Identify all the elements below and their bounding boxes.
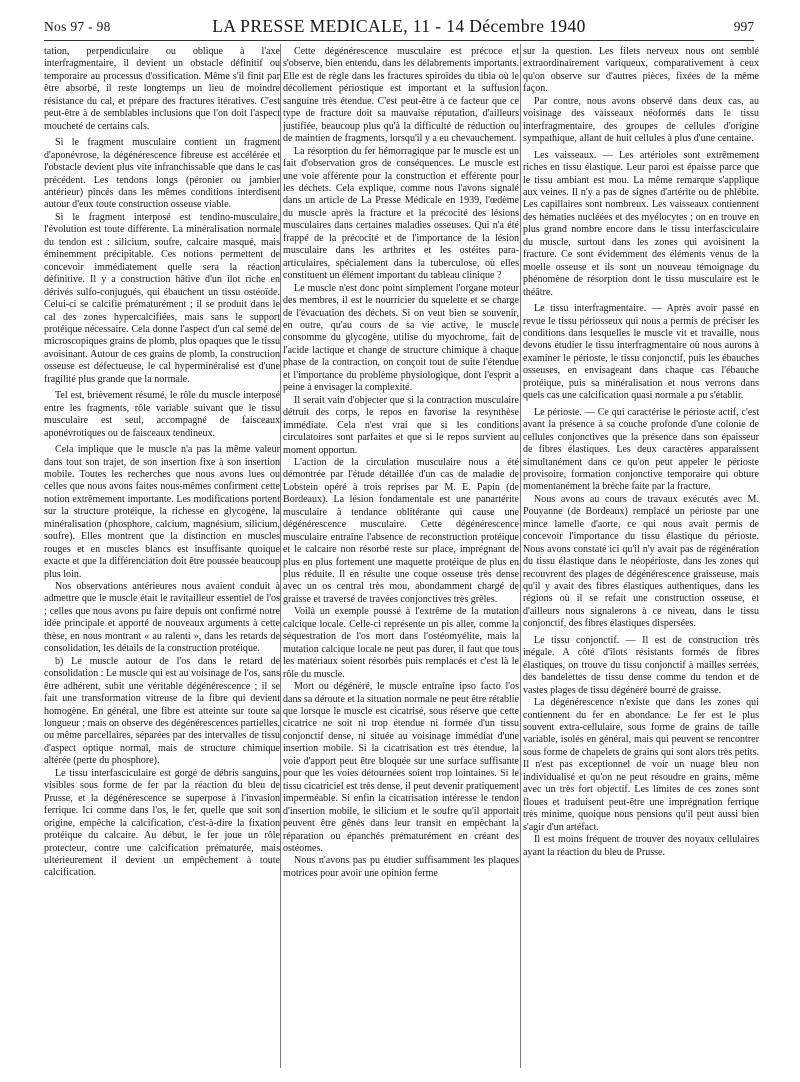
journal-title: LA PRESSE MEDICALE <box>212 16 404 36</box>
journal-title-date <box>44 16 754 37</box>
paragraph: Nous n'avons pas pu étudier suffisamment les plaques motrices pour avoir une opinion ferme <box>283 855 519 879</box>
paragraph: Par contre, nous avons observé dans deux cas, au voisinage des vaisseaux néoformés dans le tissu interfragmentaire, des groupes de cellules d'origine sympathique, allant de huit cellules à plus d'une centaine. <box>523 95 759 145</box>
paragraph: Le muscle n'est donc point simplement l'organe moteur des membres, il est le nourricier du squelette et se charge de l'évacuation des déchets. Si on veut bien se souvenir, en outre, qu'au cours de sa vie active, le muscle consomme du glycogène, utilise du myochrome, fait de l'acide lactique et change de structure chimique à chaque phase de la contraction, on conçoit tout de suite l'étendue et l'importance du problème physiologique, dont l'esprit a peine à envisager la complexité. <box>283 282 519 394</box>
paragraph: Si le fragment interposé est tendino-musculaire, l'évolution est toute différente. La minéralisation normale du tendon est : silicium, soufre, calcaire masqué, mais éminemment précipitable. Ces notions permettent de concevoir immédiatement quelle sera la réaction définitive. Il y a construction hâtive d'un ilot riche en dérivés sulfo-conjugués, qui ébauchent un tissu ostéoïde. Celui-ci se calcifie prématurément ; il se produit dans le cal des zones hypercalcifiées, mais sans le support protéique nécessaire. Cela donne l'aspect d'un cal semé de microscopiques grains de plomb, plus opaques que le tissu avoisinant. Autour de ces grains de plomb, la construction osseuse est défectueuse, le cal hyperminéralisé est d'une fragilité plus grande que la normale. <box>44 211 280 385</box>
paragraph: Si le fragment musculaire contient un fragment d'aponévrose, la dégénérescence fibreuse est accélérée et l'obstacle devient plus vite infranchissable que dans le cas précédent. Les tendons longs (péronier ou jambier antérieur) pincés dans les mêmes conditions interdisent autour d'eux toute construction osseuse viable. <box>44 137 280 211</box>
paragraph: La dégénérescence n'existe que dans les zones qui contiennent du fer en abondance. Le fer est le plus souvent extra-cellulaire, sous forme de grains de taille variable, isolés en général, mais qui peuvent se rencontrer sous forme de chapelets de grains qui sont alors très petits. Il n'est pas exceptionnel de voir un nuage bleu non individualisé et qu'on ne peut résoudre en grains, même avec un très fort objectif. Les limites de ces zones sont floues et traduisent peut-être une imprégnation ferrique très minime, quoique nous pensions qu'il peut aussi bien s'agir d'un artéfact. <box>523 697 759 833</box>
paragraph: Il est moins fréquent de trouver des noyaux cellulaires ayant la réaction du bleu de Prusse. <box>523 834 759 858</box>
column-divider <box>280 44 281 1068</box>
paragraph: L'action de la circulation musculaire nous a été démontrée par l'étude détaillée d'un cas de maladie de Lobstein opéré à trois reprises par M. E. Papin (de Bordeaux). La lésion fondamentale est une panartérite musculaire à tendance oblitérante qui cause une dégénérescence musculaire. Cette dégénérescence musculaire entraîne l'absence de reconstruction protéique et le calcaire non résorbé reste sur place, imprégnant de plus en plus fortement une maquette protéique de plus en plus réduite. Il en résulte une coque osseuse très dense avec un os central très mou, abondamment chargé de graisse et traversé de travées conjonctives très grêles. <box>283 456 519 605</box>
paragraph: b) Le muscle autour de l'os dans le retard de consolidation : Le muscle qui est au voisinage de l'os, sans être adhérent, subit une véritable dégénérescence ; il se fait une transformation vitreuse de la fibre qui devient homogène. En général, une fibre est atteinte sur toute sa longueur ; mais on observe des dégénérescences partielles, ou même parcellaires, séparées par des intervalles de tissu d'aspect optique normal, mais de structure chimique altérée (perte du phosphore). <box>44 655 280 767</box>
paragraph: Cette dégénérescence musculaire est précoce et s'observe, bien entendu, dans les délabrements importants. Elle est de règle dans les fractures spiroïdes du tibia où le décollement périostique est important et la suffusion sanguine très étendue. C'est peut-être à ce facteur que ce type de fracture doit sa mauvaise réputation, d'ailleurs justifiée, beaucoup plus qu'à la difficulté de réduction ou de maintien de fragments, lorsqu'il y a eu chevauchement. <box>283 46 519 145</box>
paragraph: Nos observations antérieures nous avaient conduit à admettre que le muscle était le ravitailleur essentiel de l'os ; celles que nous avons pu faire depuis ont confirmé notre idée principale et apporté de nouveaux arguments à cette thèse, en nous montrant « au ralenti », dans les retards de consolidation, les détails de la construction protéique. <box>44 581 280 655</box>
paragraph: sur la question. Les filets nerveux nous ont semblé extraordinairement variqueux, comparativement à ceux qu'on observe sur d'autres pièces, fixées de la même façon. <box>523 46 759 95</box>
paragraph: Le tissu conjonctif. — Il est de construction très inégale. A côté d'îlots résistants formés de fibres élastiques, on trouve du tissu conjonctif à mailles serrées, des bandelettes de tissu dense comme du tendon et de vastes plages de tissu dégénéré bourré de graisse. <box>523 634 759 696</box>
page-number: 997 <box>733 19 754 34</box>
text-column-1 <box>44 46 280 1068</box>
paragraph: Voilà un exemple poussé à l'extrême de la mutation calcique locale. Celle-ci représente un pis aller, comme la séquestration de l'os mort dans l'ostéomyélite, mais la mutation calcique locale ne peut pas durer, il faut que tous les matériaux soient résorbés puis remplacés et c'est là le rôle du muscle. <box>283 606 519 680</box>
paragraph: Mort ou dégénéré, le muscle entraîne ipso facto l'os dans sa déroute et la situation normale ne peut être rétablie que lorsque le muscle est cicatrisé, sous réserve que cette cicatrice ne soit ni trop étendue ni formée d'un tissu conjonctif dense, ni située au voisinage immédiat d'une insertion mobile. Si la cicatrisation est très étendue, la voie d'apport peut être bloquée sur une surface suffisante pour que les voies détournées soient trop lointaines. Si le tissu cicatriciel est très dense, il peut devenir pratiquement imperméable. Si enfin la cicatrisation intéresse le tendon d'insertion mobile, le silicium et le soufre qu'il apportait peuvent être gênés dans leur transit en empêchant la réparation ou épanchés prématurément en créant des ostéomes. <box>283 681 519 854</box>
running-header <box>44 16 754 40</box>
paragraph: Le tissu interfragmentaire. — Après avoir passé en revue le tissu périosseux qui nous a permis de préciser les conditions dans lesquelles le muscle vit et travaille, nous devons étudier le tissu interfragmentaire où nous aurons à examiner le périoste, le tissu conjonctif, puis les ébauches osseuses, en envisageant dans chaque cas l'ébauche protéique, puis sa minéralisation et nous verrons dans quels cas une calcification quasi normale a pu s'établir. <box>523 303 759 402</box>
paragraph: Le tissu interfasciculaire est gorgé de débris sanguins, visibles sous forme de fer par la réaction du bleu de Prusse, et la dégénérescence se superpose à l'invasion ferrique. Ici comme dans l'os, le fer, quelle que soit son origine, empêche la calcification, c'est-à-dire la fixation protéique du calcaire. Au début, le fer joue un rôle protecteur, contre une calcification prématurée, mais ultérieurement il devient un empêchement à toute calcification. <box>44 767 280 879</box>
paragraph: Cela implique que le muscle n'a pas la même valeur dans tout son trajet, de son insertion fixe à son insertion mobile. Toutes les recherches que nous avons lues ou celles que nous avons faites nous-mêmes confirment cette notion extrêmement importante. Les modifications portent sur la structure protéique, la richesse en glycogène, la minéralisation (phosphore, calcium, magnésium, silicium, soufre). Elles montrent que la distinction en muscles rouges et en muscles blancs est insuffisante quoique exacte et que la différenciation doit être poussée beaucoup plus loin. <box>44 444 280 580</box>
column-divider <box>520 44 521 1068</box>
paragraph: Les vaisseaux. — Les artérioles sont extrêmement riches en tissu élastique. Leur paroi est épaisse parce que le tissu ambiant est mou. La même remarque s'applique aux veines. Il n'y a pas de signes d'artérite ou de phlébite. Les capillaires sont nombreux. Les vaisseaux contiennent des hématies nucléées et des myélocytes ; on en trouve en plus grand nombre encore dans le tissu interfasciculaire du muscle, surtout dans les zones qui avoisinent la fracture. Ce sont évidemment des éléments venus de la moelle osseuse et ils sont un nouveau témoignage du phénomène de résorption dont le tissu musculaire est le théâtre. <box>523 149 759 298</box>
header-rule <box>44 40 754 41</box>
paragraph: Il serait vain d'objecter que si la contraction musculaire détruit des corps, le repos en favorise la resynthèse immédiate. Cela n'est vrai que si les conditions circulatoires sont parfaites et que si le repos survient au moment opportun. <box>283 394 519 456</box>
paragraph: La résorption du fer hémorragique par le muscle est un fait d'observation gros de conséquences. Le muscle est une voie afférente pour la construction et efférente pour les déchets. Cela explique, comme nous l'avons signalé dans un article de La Presse Médicale en 1939, l'œdème du muscle après la fracture et la précocité des lésions musculaires dans certaines maladies osseuses. Qui n'a été frappé de la précocité et de l'importance de la lésion musculaire dans les arthrites et les ostéites para-articulaires, spécialement dans la tuberculose, où elles constituent un élément important du tableau clinique ? <box>283 145 519 282</box>
paragraph: tation, perpendiculaire ou oblique à l'axe interfragmentaire, il devient un obstacle définitif ou temporaire au processus d'ossification. Même s'il finit par être absorbé, il reste longtemps un lieu de moindre résistance du cal, et prépare des fractures itératives. C'est peut-être à de semblables inclusions que l'on doit l'aspect moucheté de certains cals. <box>44 46 280 132</box>
text-column-2 <box>283 46 519 1068</box>
paragraph: Nous avons au cours de travaux exécutés avec M. Pouyanne (de Bordeaux) remplacé un périoste par une mince lamelle d'aorte, ce qui nous avait permis de concevoir l'importance du tissu élastique du périoste. Nous avons constaté ici qu'il n'y avait pas de régénération du tissu élastique dans le néopérioste, dans les zones qui recouvrent des plages de dégénérescence graisseuse, mais qu'il y avait des fibres élastiques authentiques, dans les régions où il se refait une construction osseuse, et d'ailleurs nous signalerons à ce niveau, dans le tissu conjonctif, des fibres élastiques dispersées. <box>523 493 759 630</box>
paragraph: Tel est, brièvement résumé, le rôle du muscle interposé entre les fragments, rôle variable suivant que le tissu musculaire est seul, accompagné de faisceaux aponévrotiques ou de faisceaux tendineux. <box>44 390 280 439</box>
paragraph: Le périoste. — Ce qui caractérise le périoste actif, c'est avant la présence à sa couche profonde d'une colonie de cellules conjonctives que la présence dans son épaisseur de fibres élastiques. Les deux caractères apparaissent simultanément dans ce qu'on peut appeler le périoste provisoire, formation conjonctive temporaire qui obture momentanément la brèche faite par la fracture. <box>523 406 759 493</box>
issue-number: Nos 97 - 98 <box>44 19 111 34</box>
issue-date: , 11 - 14 Décembre 1940 <box>403 16 586 36</box>
text-column-3 <box>523 46 759 1068</box>
